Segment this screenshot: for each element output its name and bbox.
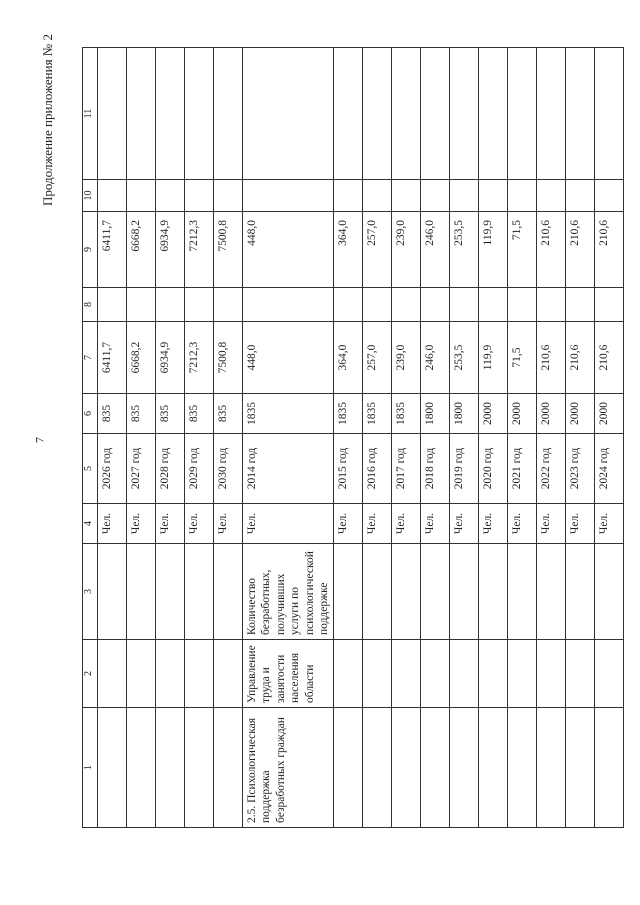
table-cell-col6: 1800 [450,394,479,434]
table-cell-col4: Чел. [98,504,127,544]
table-cell-col8 [185,288,214,322]
table-cell-col11 [127,48,156,180]
table-cell-col6: 835 [127,394,156,434]
table-cell-col8 [392,288,421,322]
table-cell-col1 [566,708,595,828]
table-row [334,48,363,828]
table-cell-col6: 2000 [479,394,508,434]
table-cell-col7: 246,0 [421,322,450,394]
table-cell-col7: 119,9 [479,322,508,394]
table-cell-col4: Чел. [566,504,595,544]
table-cell-col2 [98,640,127,708]
table-row [508,48,537,828]
table-cell-col8 [537,288,566,322]
table-cell-col2 [334,640,363,708]
table-row [243,48,334,828]
table-cell-col9: 210,6 [595,212,624,288]
table-row [156,48,185,828]
table-cell-col9: 6668,2 [127,212,156,288]
table-row [450,48,479,828]
table-cell-col8 [508,288,537,322]
table-cell-col3 [334,544,363,640]
table-cell-col4: Чел. [214,504,243,544]
table-row [595,48,624,828]
table-cell-col1 [127,708,156,828]
table-cell-col2 [450,640,479,708]
table-cell-col6: 1800 [421,394,450,434]
table-cell-col7: 448,0 [243,322,334,394]
table-cell-col4: Чел. [508,504,537,544]
table-cell-col7: 7212,3 [185,322,214,394]
table-cell-col6: 1835 [392,394,421,434]
table-cell-col10 [421,180,450,212]
table-cell-col9: 6411,7 [98,212,127,288]
table-cell-col4: Чел. [156,504,185,544]
table-cell-col5: 2020 год [479,434,508,504]
table-cell-col11 [537,48,566,180]
table-frame [82,48,611,828]
table-cell-col1 [421,708,450,828]
table-cell-col2 [156,640,185,708]
header-cell-10: 10 [83,180,98,212]
table-cell-col11 [185,48,214,180]
table-cell-col4: Чел. [537,504,566,544]
table-cell-col5: 2015 год [334,434,363,504]
table-row [185,48,214,828]
header-cell-6: 6 [83,394,98,434]
table-cell-col10 [243,180,334,212]
table-cell-col10 [214,180,243,212]
table-cell-col9: 257,0 [363,212,392,288]
header-cell-7: 7 [83,322,98,394]
table-cell-col7: 210,6 [566,322,595,394]
header-cell-5: 5 [83,434,98,504]
header-cell-11: 11 [83,48,98,180]
table-cell-col1 [214,708,243,828]
table-cell-col9: 7500,8 [214,212,243,288]
table-cell-col9: 210,6 [566,212,595,288]
table-cell-col4: Чел. [392,504,421,544]
table-cell-col7: 6411,7 [98,322,127,394]
table-cell-col4: Чел. [450,504,479,544]
data-table [82,47,624,828]
table-cell-col10 [566,180,595,212]
header-cell-8: 8 [83,288,98,322]
table-cell-col7: 7500,8 [214,322,243,394]
table-cell-col9: 7212,3 [185,212,214,288]
table-cell-col3 [127,544,156,640]
table-cell-col11 [243,48,334,180]
table-cell-col10 [127,180,156,212]
table-cell-col8 [566,288,595,322]
table-cell-col1: 2.5. Психологическая поддержка безработных граждан [243,708,334,828]
table-row [98,48,127,828]
table-cell-col11 [363,48,392,180]
table-cell-col7: 210,6 [537,322,566,394]
table-cell-col2 [595,640,624,708]
table-cell-col6: 835 [98,394,127,434]
table-cell-col5: 2022 год [537,434,566,504]
table-cell-col4: Чел. [421,504,450,544]
table-cell-col3 [363,544,392,640]
table-cell-col10 [98,180,127,212]
table-cell-col5: 2030 год [214,434,243,504]
table-cell-col1 [98,708,127,828]
table-cell-col8 [421,288,450,322]
table-cell-col8 [156,288,185,322]
table-cell-col7: 71,5 [508,322,537,394]
table-cell-col9: 210,6 [537,212,566,288]
table-cell-col2: Управление труда и занятости населения области [243,640,334,708]
table-header [83,48,98,828]
table-cell-col3 [421,544,450,640]
table-cell-col7: 253,5 [450,322,479,394]
table-row [127,48,156,828]
table-cell-col9: 239,0 [392,212,421,288]
table-cell-col1 [185,708,214,828]
table-cell-col7: 239,0 [392,322,421,394]
table-cell-col6: 1835 [334,394,363,434]
table-row [479,48,508,828]
table-cell-col1 [363,708,392,828]
table-cell-col8 [595,288,624,322]
table-cell-col10 [392,180,421,212]
table-cell-col6: 1835 [243,394,334,434]
table-cell-col11 [392,48,421,180]
table-cell-col7: 6934,9 [156,322,185,394]
table-cell-col11 [156,48,185,180]
table-cell-col6: 2000 [595,394,624,434]
table-cell-col9: 246,0 [421,212,450,288]
table-cell-col3 [98,544,127,640]
table-cell-col1 [392,708,421,828]
table-cell-col5: 2018 год [421,434,450,504]
table-cell-col3 [566,544,595,640]
table-cell-col7: 257,0 [363,322,392,394]
table-cell-col10 [508,180,537,212]
table-cell-col2 [537,640,566,708]
table-cell-col10 [479,180,508,212]
table-cell-col3 [392,544,421,640]
table-cell-col3 [508,544,537,640]
header-cell-2: 2 [83,640,98,708]
table-cell-col3 [156,544,185,640]
table-cell-col9: 6934,9 [156,212,185,288]
table-cell-col10 [537,180,566,212]
table-cell-col6: 835 [156,394,185,434]
table-cell-col5: 2021 год [508,434,537,504]
table-cell-col6: 1835 [363,394,392,434]
table-cell-col5: 2026 год [98,434,127,504]
table-cell-col3 [595,544,624,640]
table-cell-col9: 71,5 [508,212,537,288]
table-cell-col8 [479,288,508,322]
table-cell-col4: Чел. [185,504,214,544]
table-cell-col11 [566,48,595,180]
table-cell-col4: Чел. [595,504,624,544]
table-cell-col2 [566,640,595,708]
table-cell-col11 [334,48,363,180]
header-cell-9: 9 [83,212,98,288]
table-row [363,48,392,828]
header-row [83,48,98,828]
table-cell-col6: 835 [185,394,214,434]
appendix-caption: Продолжение приложения № 2 [40,34,55,206]
table-cell-col5: 2023 год [566,434,595,504]
table-cell-col6: 2000 [566,394,595,434]
table-cell-col4: Чел. [127,504,156,544]
rotated-table-container [82,48,611,828]
table-cell-col9: 119,9 [479,212,508,288]
table-cell-col11 [98,48,127,180]
table-cell-col3 [450,544,479,640]
table-cell-col4: Чел. [334,504,363,544]
table-cell-col11 [214,48,243,180]
table-cell-col8 [363,288,392,322]
table-cell-col1 [156,708,185,828]
table-cell-col2 [127,640,156,708]
table-cell-col10 [156,180,185,212]
table-cell-col8 [243,288,334,322]
table-cell-col9: 364,0 [334,212,363,288]
header-cell-4: 4 [83,504,98,544]
table-cell-col8 [450,288,479,322]
table-cell-col3 [479,544,508,640]
table-cell-col2 [479,640,508,708]
header-cell-3: 3 [83,544,98,640]
table-cell-col3: Количество безработных, получивших услуги по психологической поддержке [243,544,334,640]
table-cell-col10 [334,180,363,212]
table-cell-col5: 2019 год [450,434,479,504]
table-cell-col7: 210,6 [595,322,624,394]
table-cell-col7: 6668,2 [127,322,156,394]
table-cell-col1 [479,708,508,828]
header-cell-1: 1 [83,708,98,828]
table-cell-col11 [595,48,624,180]
table-cell-col2 [392,640,421,708]
table-cell-col9: 253,5 [450,212,479,288]
table-cell-col5: 2028 год [156,434,185,504]
table-cell-col5: 2017 год [392,434,421,504]
table-cell-col11 [508,48,537,180]
table-cell-col5: 2027 год [127,434,156,504]
table-cell-col1 [450,708,479,828]
table-cell-col5: 2029 год [185,434,214,504]
table-cell-col5: 2014 год [243,434,334,504]
table-cell-col5: 2016 год [363,434,392,504]
table-row [566,48,595,828]
table-cell-col1 [595,708,624,828]
table-cell-col11 [479,48,508,180]
table-cell-col6: 835 [214,394,243,434]
table-cell-col8 [214,288,243,322]
table-cell-col4: Чел. [479,504,508,544]
table-cell-col2 [421,640,450,708]
table-cell-col2 [363,640,392,708]
table-row [421,48,450,828]
table-cell-col10 [363,180,392,212]
table-cell-col7: 364,0 [334,322,363,394]
table-cell-col3 [185,544,214,640]
table-cell-col10 [185,180,214,212]
table-row [537,48,566,828]
table-cell-col10 [450,180,479,212]
table-cell-col10 [595,180,624,212]
table-cell-col3 [537,544,566,640]
table-cell-col1 [508,708,537,828]
table-cell-col1 [537,708,566,828]
table-cell-col9: 448,0 [243,212,334,288]
table-cell-col6: 2000 [508,394,537,434]
page-number: 7 [32,437,47,443]
table-cell-col8 [127,288,156,322]
table-cell-col5: 2024 год [595,434,624,504]
table-cell-col11 [421,48,450,180]
table-cell-col8 [98,288,127,322]
table-cell-col6: 2000 [537,394,566,434]
table-cell-col1 [334,708,363,828]
table-cell-col2 [185,640,214,708]
table-cell-col4: Чел. [363,504,392,544]
table-cell-col8 [334,288,363,322]
table-cell-col11 [450,48,479,180]
table-row [392,48,421,828]
table-cell-col3 [214,544,243,640]
table-body [98,48,624,828]
table-cell-col2 [214,640,243,708]
table-cell-col4: Чел. [243,504,334,544]
table-cell-col2 [508,640,537,708]
table-row [214,48,243,828]
